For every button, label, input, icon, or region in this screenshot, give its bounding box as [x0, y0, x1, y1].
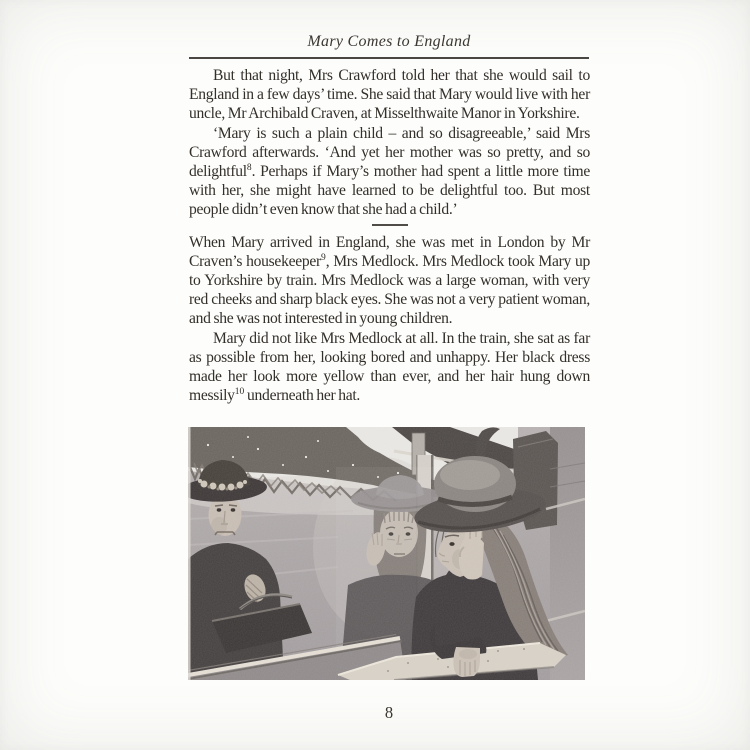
running-header: Mary Comes to England [307, 33, 471, 50]
text-run: underneath her hat. [244, 387, 361, 405]
text-run: When Mary arrived in England, she was met in London by Mr Craven’s housekeeper [189, 233, 590, 270]
halftone-grain [188, 427, 585, 680]
text-run: . Perhaps if Mary’s mother had spent a little more time with her, she might have learned to be delightful too. But most people didn’t even know that she had a child.’ [189, 163, 590, 219]
text-run: ‘Mary is such a plain child – and so disagreeable,’ said Mrs Crawford afterwards. ‘And yet her mother was so pretty, and so delightful [189, 124, 590, 181]
footnote-ref-9: 9 [320, 252, 326, 263]
section-divider-rule [372, 224, 408, 226]
paragraph-3 [189, 233, 590, 329]
paragraph-2 [189, 124, 590, 220]
header-rule [189, 57, 589, 59]
paragraph-1 [189, 66, 590, 124]
train-illustration [188, 427, 585, 680]
page-number: 8 [384, 703, 394, 722]
train-illustration-svg [188, 427, 585, 680]
text-run: But that night, Mrs Crawford told her that she would sail to England in a few days’ time. She said that Mary would live with her uncle, Mr Archibald Craven, at Misselthwaite Manor in Yorkshire. [189, 67, 590, 123]
text-run: , Mrs Medlock. Mrs Medlock took Mary up to Yorkshire by train. Mrs Medlock was a large woman, with very red cheeks and sharp black eyes. She was not a very patient woman, and she was not interested in young children. [189, 252, 590, 328]
footnote-ref-10: 10 [234, 387, 245, 398]
body-text [189, 66, 590, 405]
text-run: Mary did not like Mrs Medlock at all. In the train, she sat as far as possible from her, looking bored and unhappy. Her black dress made her look more yellow than ever, and her hair hung down messily [189, 329, 590, 405]
paragraph-4 [189, 329, 590, 406]
footnote-ref-8: 8 [246, 163, 252, 174]
